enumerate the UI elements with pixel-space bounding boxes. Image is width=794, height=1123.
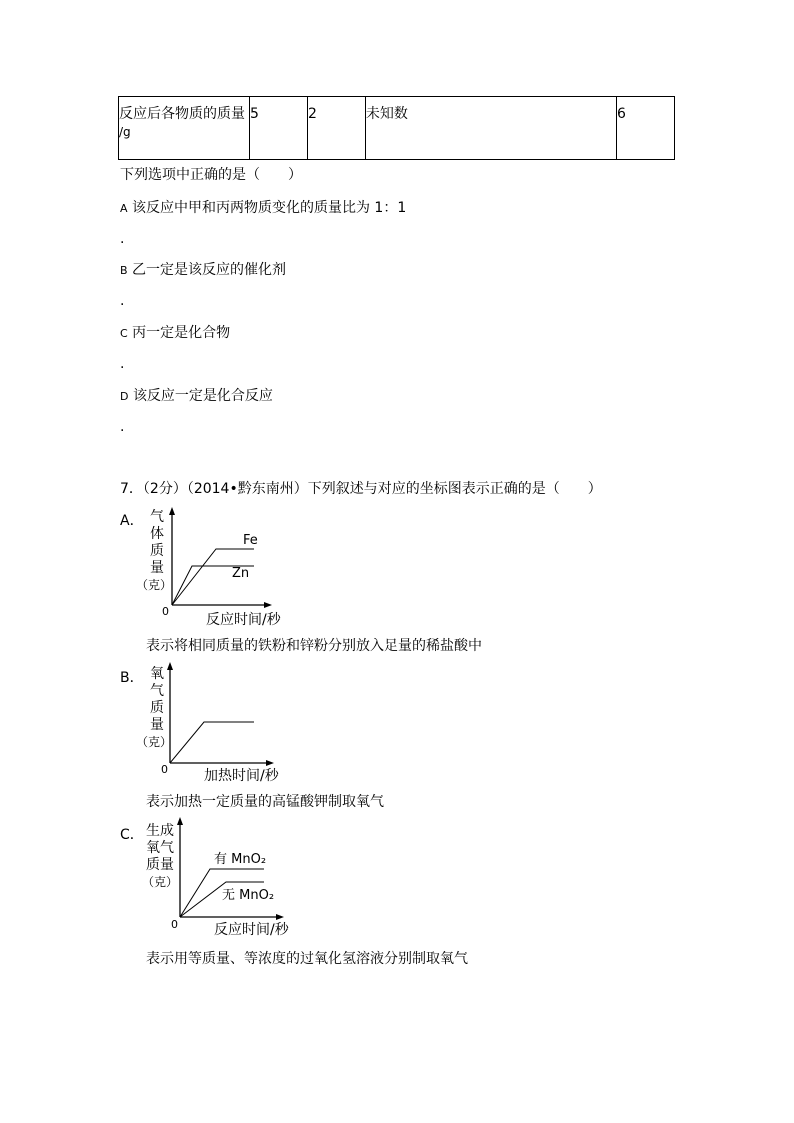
series-label-without-mno2: 无 MnO₂: [222, 888, 275, 903]
graph-a-letter[interactable]: A．: [120, 513, 144, 529]
ylabel-line: 体: [150, 526, 164, 542]
origin-label: 0: [171, 918, 178, 931]
ylabel-line: （克）: [141, 875, 178, 889]
table-row: [119, 97, 675, 160]
q7-prompt: 7．（2分）（2014•黔东南州）下列叙述与对应的坐标图表示正确的是（ ）: [120, 481, 602, 497]
ylabel-line: 气: [150, 683, 164, 699]
series-line-oxygen: [170, 722, 254, 763]
ylabel-line: 质: [150, 700, 164, 716]
series-label-with-mno2: 有 MnO₂: [214, 852, 267, 867]
ylabel-line: 气: [150, 509, 164, 525]
q6-prompt: 下列选项中正确的是（ ）: [120, 167, 302, 183]
q6-option-a[interactable]: [120, 199, 406, 218]
row-label-line2: /g: [119, 125, 131, 139]
graph-c-axes: [168, 815, 298, 925]
x-axis-arrow-icon: [264, 602, 272, 608]
series-label-fe: Fe: [243, 533, 258, 548]
graph-b-xlabel: 加热时间/秒: [204, 768, 279, 784]
q6-option-c[interactable]: [120, 324, 230, 343]
option-dot: .: [120, 231, 125, 247]
graph-a-axes: [160, 505, 290, 615]
series-label-zn: Zn: [232, 566, 250, 581]
option-letter: C: [120, 327, 128, 340]
x-axis-arrow-icon: [266, 760, 274, 766]
y-axis-arrow-icon: [169, 507, 175, 515]
ylabel-line: （克）: [136, 735, 173, 749]
graph-b-caption: 表示加热一定质量的高锰酸钾制取氧气: [146, 794, 384, 810]
table-cell: 未知数: [365, 97, 616, 160]
option-dot: .: [120, 293, 125, 309]
option-dot: .: [120, 419, 125, 435]
option-text: 丙一定是化合物: [132, 325, 231, 341]
ylabel-line: 质: [150, 543, 164, 559]
q6-option-d[interactable]: [120, 387, 273, 406]
table-cell: 6: [617, 97, 675, 160]
y-axis-arrow-icon: [177, 817, 183, 825]
y-axis-arrow-icon: [167, 662, 173, 670]
x-axis-arrow-icon: [276, 914, 284, 920]
origin-label: 0: [161, 763, 168, 776]
table-cell: 5: [250, 97, 308, 160]
table-row-label: [119, 97, 250, 160]
ylabel-line: 氧: [150, 666, 164, 682]
graph-a-xlabel: 反应时间/秒: [206, 612, 281, 628]
option-text: 该反应一定是化合反应: [132, 388, 273, 404]
graph-b-letter[interactable]: B．: [120, 670, 144, 686]
ylabel-line: 氧气: [146, 840, 174, 856]
option-letter: A: [120, 202, 128, 215]
graph-c-letter[interactable]: C．: [120, 827, 144, 843]
origin-label: 0: [162, 605, 169, 618]
ylabel-line: 量: [150, 560, 164, 576]
row-label-line1: 反应后各物质的质量: [119, 106, 245, 122]
graph-c-xlabel: 反应时间/秒: [214, 922, 289, 938]
q6-option-b[interactable]: [120, 261, 286, 280]
graph-c-caption: 表示用等质量、等浓度的过氧化氢溶液分别制取氧气: [146, 951, 468, 967]
table-cell: 2: [307, 97, 365, 160]
ylabel-line: 生成: [146, 823, 174, 839]
graph-a-caption: 表示将相同质量的铁粉和锌粉分别放入足量的稀盐酸中: [146, 638, 482, 654]
graph-b-axes: [158, 660, 288, 770]
mass-table: [118, 96, 675, 160]
option-letter: B: [120, 264, 128, 277]
option-letter: D: [120, 390, 129, 403]
option-dot: .: [120, 356, 125, 372]
option-text: 乙一定是该反应的催化剂: [132, 262, 286, 278]
ylabel-line: （克）: [136, 578, 173, 592]
option-text: 该反应中甲和丙两物质变化的质量比为 1：1: [131, 200, 407, 216]
ylabel-line: 质量: [146, 857, 174, 873]
ylabel-line: 量: [150, 717, 164, 733]
